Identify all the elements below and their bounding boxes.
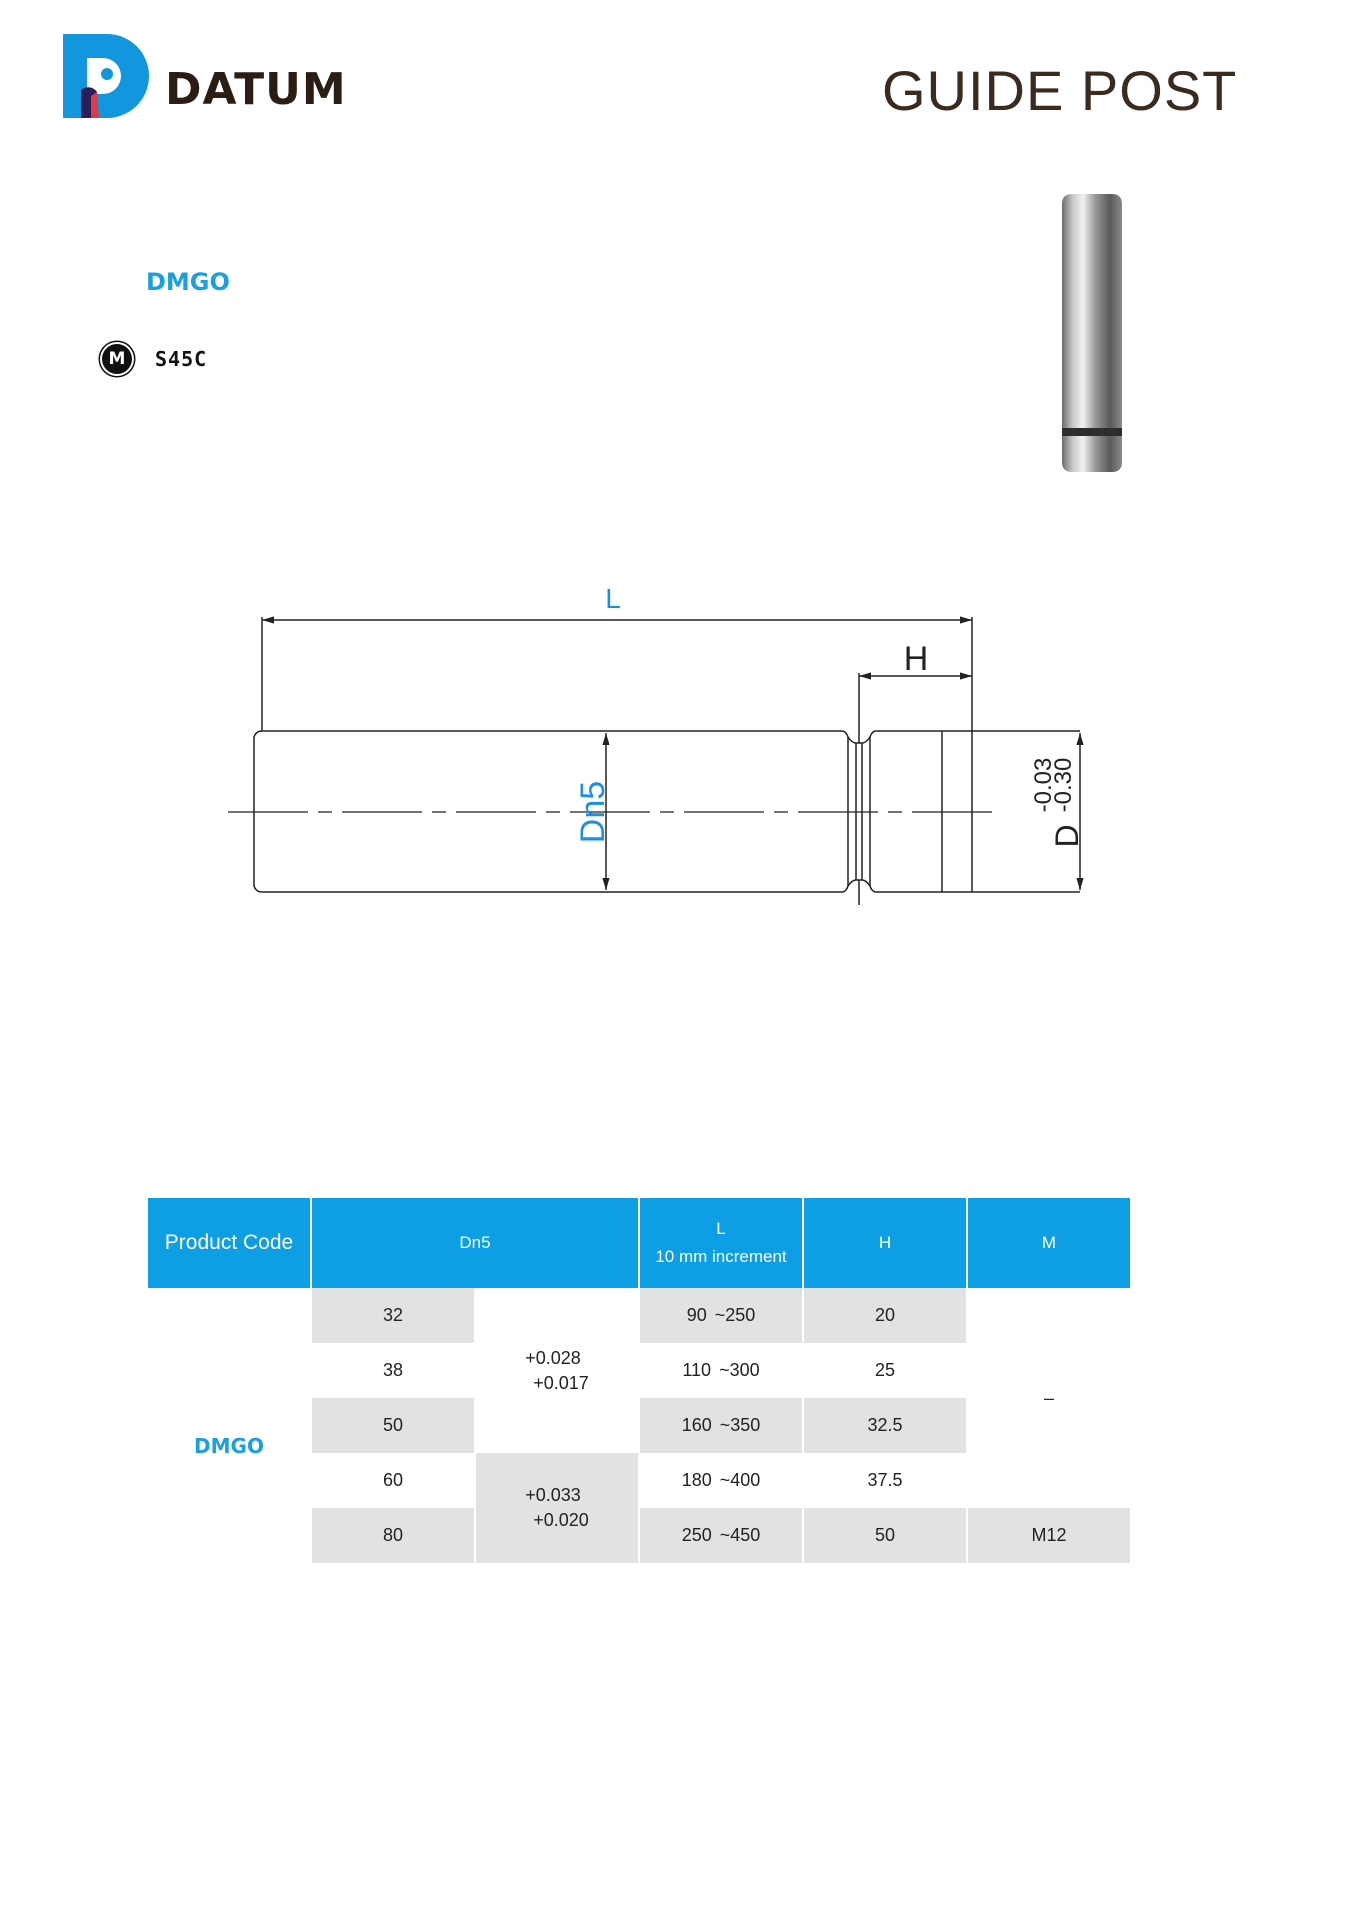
range-sep: ~ bbox=[719, 1525, 731, 1545]
cell-tolerance bbox=[476, 1453, 638, 1563]
range-sep: ~ bbox=[719, 1360, 730, 1380]
cell-l-range bbox=[640, 1508, 802, 1563]
l-max: 400 bbox=[730, 1470, 761, 1490]
brand-name: DATUM bbox=[165, 64, 347, 115]
cell-l-range bbox=[640, 1343, 802, 1398]
spec-table bbox=[146, 1198, 1132, 1563]
range-sep: ~ bbox=[714, 1305, 726, 1325]
tol-upper: +0.033 bbox=[525, 1485, 581, 1505]
table-row bbox=[148, 1288, 1130, 1343]
cell-l-range bbox=[640, 1288, 802, 1343]
label-D-tol-lower: -0.30 bbox=[1050, 757, 1077, 813]
table-header-row bbox=[148, 1198, 1130, 1288]
header-l bbox=[640, 1198, 802, 1288]
cell-h: 20 bbox=[804, 1288, 966, 1343]
tol-lower: +0.017 bbox=[533, 1372, 589, 1393]
l-max: 450 bbox=[730, 1525, 761, 1545]
cell-dn5: 38 bbox=[382, 1360, 404, 1380]
l-max: 250 bbox=[725, 1305, 756, 1325]
cell-h: 37.5 bbox=[867, 1470, 903, 1490]
l-max: 350 bbox=[730, 1415, 761, 1435]
label-Dn5: Dn5 bbox=[574, 780, 612, 844]
header-m: M bbox=[968, 1198, 1130, 1288]
header-l-note: 10 mm increment bbox=[655, 1247, 787, 1266]
tol-lower: +0.020 bbox=[533, 1510, 589, 1530]
cell-h: 50 bbox=[804, 1508, 966, 1563]
l-min: 180 bbox=[681, 1470, 712, 1490]
product-code-title: DMGO bbox=[146, 268, 230, 296]
guide-post-photo bbox=[1050, 190, 1140, 480]
cell-l-range bbox=[640, 1453, 802, 1508]
row-product-code: DMGO bbox=[194, 1433, 264, 1458]
datum-logo-icon bbox=[63, 34, 149, 120]
label-D-tol-upper: -0.03 bbox=[1030, 757, 1057, 813]
header-dn5: Dn5 bbox=[312, 1198, 638, 1288]
label-H: H bbox=[903, 640, 929, 678]
range-sep: ~ bbox=[719, 1470, 731, 1490]
l-min: 90 bbox=[686, 1305, 707, 1325]
cell-dn5: 32 bbox=[312, 1288, 474, 1343]
cell-dn5: 80 bbox=[312, 1508, 474, 1563]
material-icon: M bbox=[102, 344, 132, 374]
cell-h: 25 bbox=[874, 1360, 896, 1380]
cell-dn5: 60 bbox=[382, 1470, 404, 1490]
cell-dn5: 50 bbox=[312, 1398, 474, 1453]
cell-tolerance bbox=[476, 1288, 638, 1453]
tol-upper: +0.028 bbox=[525, 1347, 581, 1368]
cell-h: 32.5 bbox=[804, 1398, 966, 1453]
technical-drawing bbox=[220, 575, 1100, 910]
material-value: S45C bbox=[155, 347, 208, 371]
label-D: D bbox=[1049, 824, 1085, 848]
header-l-label: L bbox=[716, 1219, 726, 1238]
post-outline bbox=[254, 617, 1080, 905]
header-product-code: Product Code bbox=[148, 1198, 310, 1288]
range-sep: ~ bbox=[719, 1415, 731, 1435]
l-min: 250 bbox=[681, 1525, 712, 1545]
l-max: 300 bbox=[729, 1360, 760, 1380]
l-min: 160 bbox=[681, 1415, 712, 1435]
cell-m: M12 bbox=[968, 1508, 1130, 1563]
label-L: L bbox=[605, 583, 621, 614]
header-h: H bbox=[804, 1198, 966, 1288]
cell-l-range bbox=[640, 1398, 802, 1453]
l-min: 110 bbox=[682, 1360, 712, 1380]
page-title: GUIDE POST bbox=[882, 59, 1238, 122]
cell-m-blank: – bbox=[1043, 1387, 1054, 1408]
